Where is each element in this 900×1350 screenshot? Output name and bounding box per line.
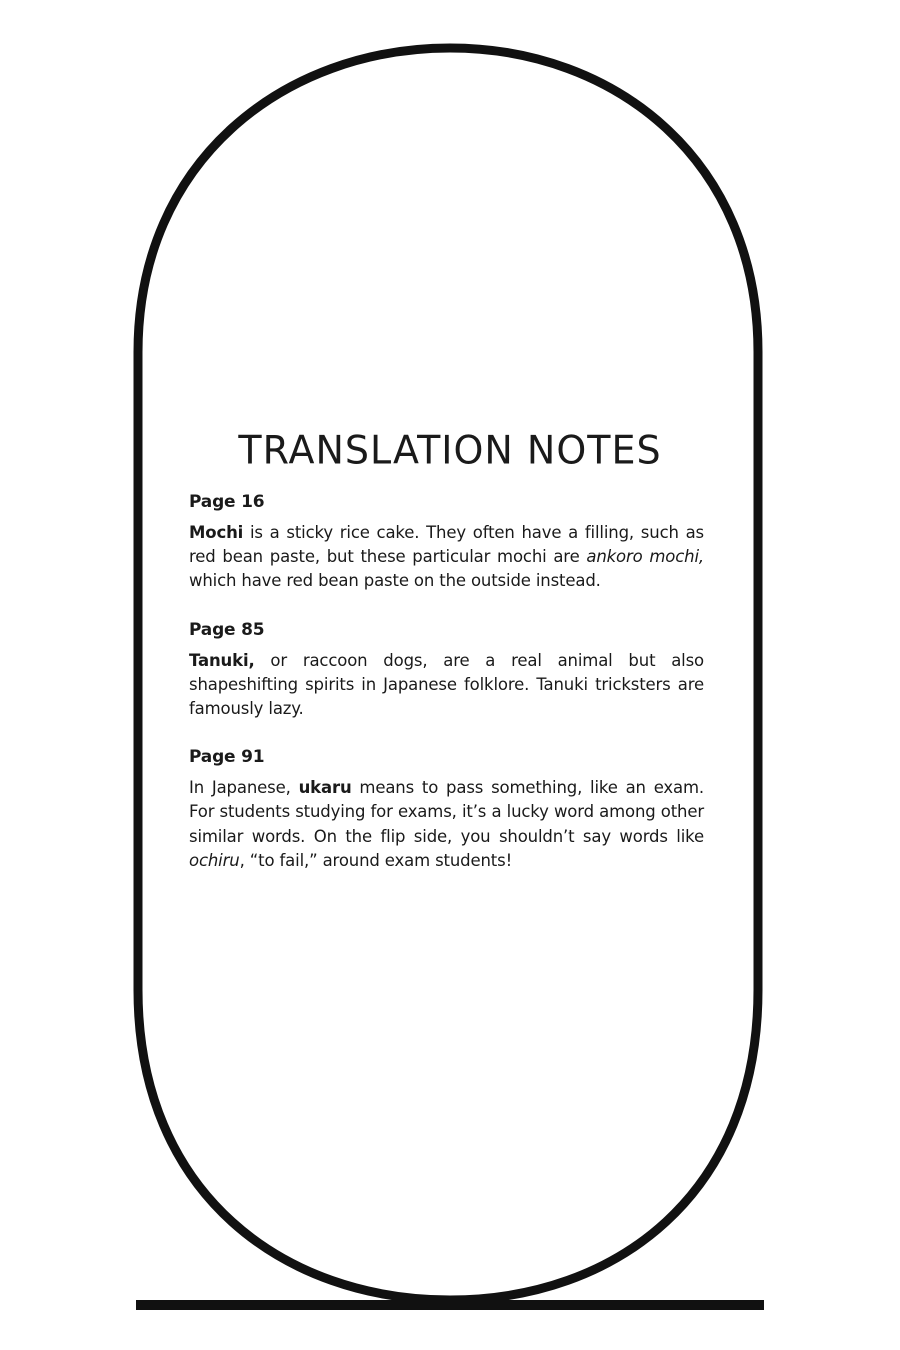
baseline-bar bbox=[136, 1300, 764, 1310]
note-body bbox=[189, 521, 704, 594]
note-text: In Japanese, bbox=[189, 778, 299, 798]
note-text: or raccoon dogs, are a real animal but also shapeshifting spirits in Japanese folklore. Tanuki tricksters are famously lazy. bbox=[189, 650, 704, 719]
notes-list bbox=[189, 490, 704, 897]
note-text: which have red bean paste on the outside instead. bbox=[189, 571, 601, 591]
note-heading: Page 16 bbox=[189, 492, 265, 512]
note-body bbox=[189, 776, 704, 873]
note-term: Tanuki, bbox=[189, 650, 255, 670]
note-term: Mochi bbox=[189, 523, 244, 542]
note-text: is a sticky rice cake. They often have a filling, such as red bean paste, but these particular mochi are bbox=[189, 523, 704, 567]
note-italic: ankoro mochi, bbox=[586, 547, 704, 567]
note-heading: Page 85 bbox=[189, 619, 265, 640]
page-title: TRANSLATION NOTES bbox=[238, 427, 662, 473]
note-page-91 bbox=[189, 745, 704, 873]
note-text: means to pass something, like an exam. For students studying for exams, it’s a lucky word among other similar words. On the flip side, you shouldn’t say words like bbox=[189, 778, 705, 846]
note-italic: ochiru bbox=[189, 850, 240, 870]
note-heading: Page 91 bbox=[189, 747, 265, 768]
note-body bbox=[189, 649, 704, 722]
note-page-85 bbox=[189, 618, 704, 722]
note-text: , “to fail,” around exam students! bbox=[239, 850, 513, 870]
note-page-16 bbox=[189, 490, 704, 594]
note-term: ukaru bbox=[298, 778, 352, 798]
